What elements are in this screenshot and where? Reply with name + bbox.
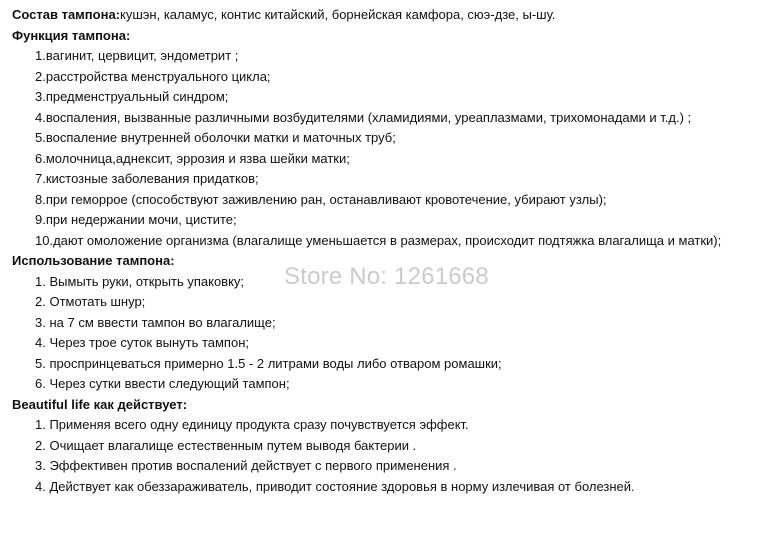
function-item: 5.воспаление внутренней оболочки матки и маточных труб;: [35, 130, 396, 145]
usage-item: 1. Вымыть руки, открыть упаковку;: [35, 273, 245, 289]
function-item: 7.кистозные заболевания придатков;: [35, 171, 259, 186]
usage-item: 4. Через трое суток вынуть тампон;: [35, 335, 249, 350]
action-item: 1. Применяя всего одну единицу продукта сразу почувствуется эффект.: [35, 417, 469, 432]
function-item: 2.расстройства менструального цикла;: [35, 68, 271, 84]
action-list: [12, 415, 766, 497]
action-item: 2. Очищает влагалище естественным путем выводя бактерии .: [35, 437, 417, 453]
function-item: 3.предменструальный синдром;: [35, 89, 229, 104]
function-item: 8.при геморрое (способствуют заживлению ран, останавливают кровотечение, убирают узлы);: [35, 191, 607, 207]
function-item: 6.молочница,аднексит, эррозия и язва шейки матки;: [35, 150, 350, 166]
usage-item: 6. Через сутки ввести следующий тампон;: [35, 376, 290, 391]
function-item: 4.воспаления, вызванные различными возбудителями (хламидиями, уреаплазмами, трихомонадами и т.д.) ;: [35, 109, 692, 125]
composition-label: Состав тампона:: [12, 7, 121, 22]
action-item: 4. Действует как обеззараживатель, приводит состояние здоровья в норму излечивая от болезней.: [35, 478, 635, 494]
usage-item: 2. Отмотать шнур;: [35, 294, 146, 309]
function-list: [12, 46, 766, 251]
usage-list: [12, 272, 766, 395]
function-item: 1.вагинит, цервицит, эндометрит ;: [35, 48, 239, 63]
composition-line: [12, 5, 766, 26]
function-item: 10.дают омоложение организма (влагалище уменьшается в размерах, происходит подтяжка влагалища и матки);: [35, 232, 722, 248]
composition-text: кушэн, каламус, контис китайский, борнейская камфора, сюэ-дзе, ы-шу.: [120, 7, 556, 22]
function-heading: Функция тампона:: [12, 27, 131, 43]
usage-heading: Использование тампона:: [12, 253, 175, 268]
store-watermark: Store No: 1261668: [284, 263, 489, 290]
action-heading: Beautiful life как действует:: [12, 396, 188, 412]
usage-item: 5. проспринцеваться примерно 1.5 - 2 литрами воды либо отваром ромашки;: [35, 355, 502, 371]
usage-item: 3. на 7 см ввести тампон во влагалище;: [35, 314, 276, 330]
action-item: 3. Эффективен против воспалений действует с первого применения .: [35, 458, 457, 473]
function-item: 9.при недержании мочи, цистите;: [35, 212, 237, 227]
